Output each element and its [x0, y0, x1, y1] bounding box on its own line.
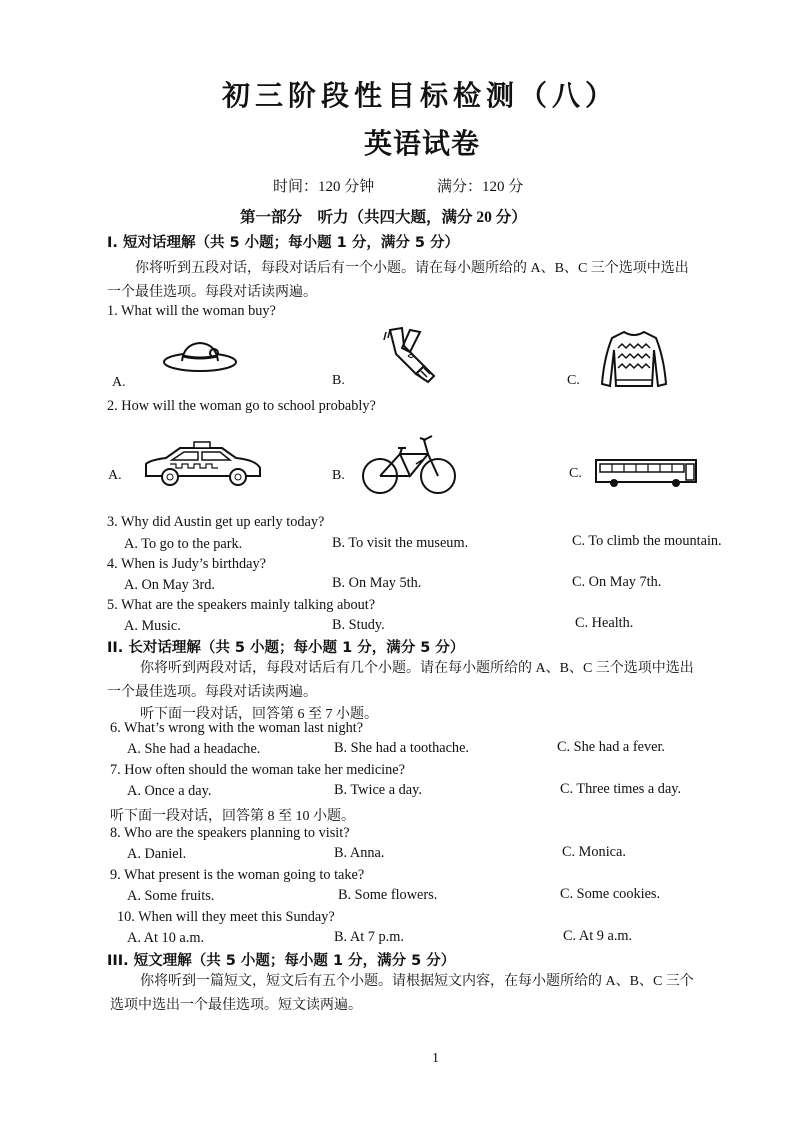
- bus-image: [594, 456, 700, 488]
- question-5: 5. What are the speakers mainly talking about?: [107, 597, 376, 613]
- q2-label-a: A.: [108, 468, 122, 483]
- q9-option-b: B. Some flowers.: [338, 887, 438, 903]
- section3-instruction-line2: 选项中选出一个最佳选项。短文读两遍。: [110, 998, 362, 1013]
- section2-instruction-line2: 一个最佳选项。每段对话读两遍。: [107, 685, 317, 700]
- q1-label-b: B.: [332, 373, 345, 388]
- section3-instruction-line1: 你将听到一篇短文，短文后有五个小题。请根据短文内容，在每小题所给的 A、B、C 三个: [140, 974, 694, 989]
- exam-score: 满分：120 分: [437, 179, 524, 195]
- question-3: 3. Why did Austin get up early today?: [107, 514, 325, 530]
- question-2: 2. How will the woman go to school probably?: [107, 398, 376, 414]
- part-heading: 第一部分 听力（共四大题，满分 20 分）: [240, 209, 527, 226]
- q10-option-b: B. At 7 p.m.: [334, 929, 404, 945]
- q10-option-a: A. At 10 a.m.: [127, 930, 205, 946]
- q1-label-c: C.: [567, 373, 580, 388]
- q9-option-a: A. Some fruits.: [127, 888, 215, 904]
- q6-option-c: C. She had a fever.: [557, 739, 665, 755]
- section3-heading-text: III. 短文理解（共 5 小题；每小题 1 分，满分 5 分）: [107, 953, 456, 969]
- q4-option-b: B. On May 5th.: [332, 575, 422, 591]
- scarf-image: [380, 326, 440, 384]
- section2-instruction-line1: 你将听到两段对话，每段对话后有几个小题。请在每小题所给的 A、B、C 三个选项中选出: [140, 661, 694, 676]
- section2-subinstruction-2: 听下面一段对话，回答第 8 至 10 小题。: [110, 809, 355, 824]
- section1-heading: [107, 231, 459, 252]
- section1-instruction-line1: 你将听到五段对话，每段对话后有一个小题。请在每小题所给的 A、B、C 三个选项中选出: [135, 261, 689, 276]
- q8-option-b: B. Anna.: [334, 845, 385, 861]
- q7-option-b: B. Twice a day.: [334, 782, 422, 798]
- q2-label-b: B.: [332, 468, 345, 483]
- question-4: 4. When is Judy’s birthday?: [107, 556, 266, 572]
- q3-option-b: B. To visit the museum.: [332, 535, 469, 551]
- sweater-image: [598, 328, 670, 390]
- q5-option-a: A. Music.: [124, 618, 181, 634]
- q1-label-a: A.: [112, 375, 126, 390]
- question-9: 9. What present is the woman going to take?: [110, 867, 365, 883]
- exam-time: 时间：120 分钟: [273, 179, 375, 195]
- section3-heading: [107, 949, 455, 970]
- question-10: 10. When will they meet this Sunday?: [117, 909, 335, 925]
- section1-instruction-line2: 一个最佳选项。每段对话读两遍。: [107, 285, 317, 300]
- q6-option-b: B. She had a toothache.: [334, 740, 469, 756]
- q2-label-c: C.: [569, 466, 582, 481]
- hat-image: [160, 336, 240, 376]
- q3-option-a: A. To go to the park.: [124, 536, 243, 552]
- q7-option-a: A. Once a day.: [127, 783, 212, 799]
- q7-option-c: C. Three times a day.: [560, 781, 682, 797]
- exam-title: 初三阶段性目标检测（八）: [222, 79, 619, 112]
- taxi-image: [140, 440, 266, 490]
- section2-subinstruction-1: 听下面一段对话，回答第 6 至 7 小题。: [140, 707, 378, 722]
- q4-option-a: A. On May 3rd.: [124, 577, 215, 593]
- question-7: 7. How often should the woman take her medicine?: [110, 762, 405, 778]
- question-6: 6. What’s wrong with the woman last night?: [110, 720, 364, 736]
- page-number: 1: [432, 1051, 439, 1066]
- q8-option-c: C. Monica.: [562, 844, 626, 860]
- q6-option-a: A. She had a headache.: [127, 741, 261, 757]
- q5-option-c: C. Health.: [575, 615, 634, 631]
- q4-option-c: C. On May 7th.: [572, 574, 662, 590]
- question-8: 8. Who are the speakers planning to visit?: [110, 825, 350, 841]
- question-1: 1. What will the woman buy?: [107, 303, 276, 319]
- q9-option-c: C. Some cookies.: [560, 886, 661, 902]
- q3-option-c: C. To climb the mountain.: [572, 533, 722, 549]
- bicycle-image: [360, 430, 460, 496]
- section2-heading-text: II. 长对话理解（共 5 小题；每小题 1 分，满分 5 分）: [107, 640, 465, 656]
- section1-heading-text: I. 短对话理解（共 5 小题；每小题 1 分，满分 5 分）: [107, 235, 460, 251]
- q8-option-a: A. Daniel.: [127, 846, 187, 862]
- exam-subtitle: 英语试卷: [364, 127, 481, 160]
- q10-option-c: C. At 9 a.m.: [563, 928, 633, 944]
- q5-option-b: B. Study.: [332, 617, 385, 633]
- section2-heading: [107, 636, 464, 657]
